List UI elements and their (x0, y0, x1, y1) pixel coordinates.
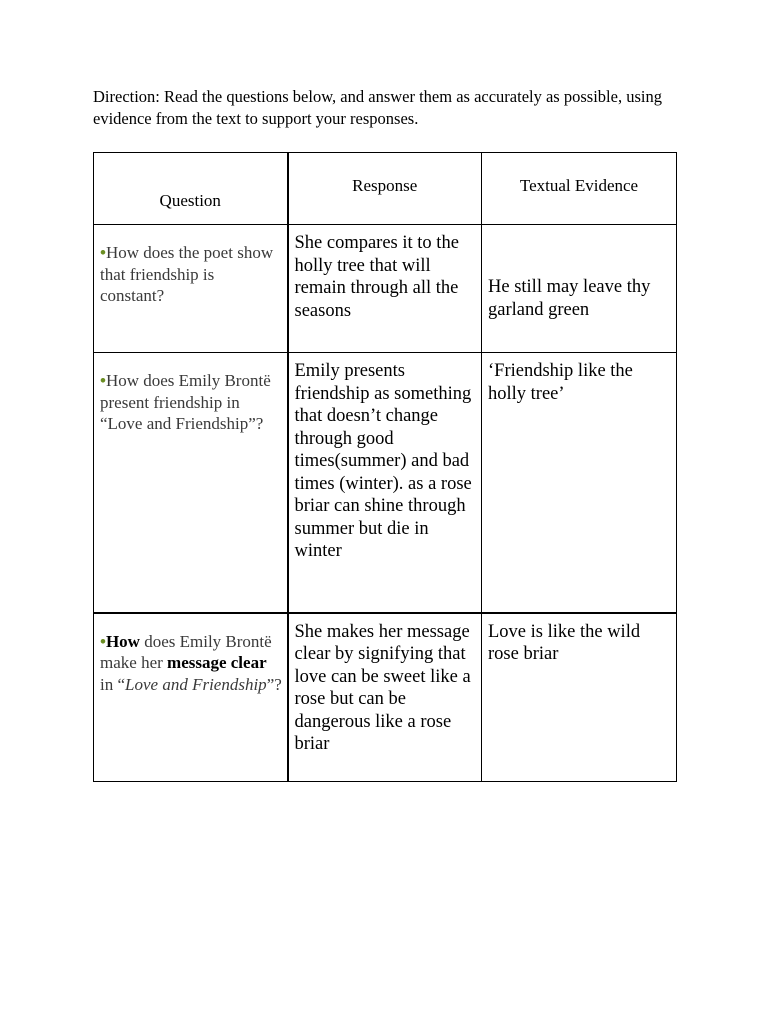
evidence-cell (482, 613, 677, 782)
header-question: Question (159, 191, 221, 210)
response-text: She compares it to the holly tree that will remain through all the seasons (294, 233, 459, 321)
evidence-text: ‘Friendship like the holly tree’ (488, 361, 633, 404)
header-evidence: Textual Evidence (519, 176, 639, 195)
evidence-cell (482, 225, 677, 353)
table-row (94, 225, 677, 353)
table-row (94, 353, 677, 613)
question-text (94, 614, 287, 696)
header-cell-evidence (482, 153, 677, 225)
question-label: does Emily Brontë make her (100, 631, 272, 672)
question-text (94, 225, 287, 307)
bullet-icon: • (100, 243, 106, 262)
response-text: Emily presents friendship as something that doesn’t change through good times(summer) and bad times (winter). as a rose briar can shine through summer but die in winter (294, 361, 472, 561)
header-cell-response (288, 153, 482, 225)
question-table (93, 152, 677, 782)
table-row (94, 613, 677, 782)
question-text (94, 353, 287, 435)
response-cell (288, 225, 482, 353)
table-header-row (94, 153, 677, 225)
question-cell (94, 225, 288, 353)
response-text: She makes her message clear by signifying that love can be sweet like a rose but can be dangerous like a rose briar (294, 621, 471, 754)
bullet-icon: • (100, 631, 106, 651)
question-emphasis-message-clear: message clear (167, 653, 267, 672)
question-cell (94, 353, 288, 613)
question-poem-title: Love and Friendship (125, 674, 267, 694)
response-cell (288, 353, 482, 613)
question-label: in “ (100, 674, 126, 694)
question-label: ”? (266, 674, 282, 694)
direction-text: Direction: Read the questions below, and answer them as accurately as possible, using evidence from the text to support your responses. (93, 87, 662, 128)
header-response: Response (352, 176, 418, 195)
response-cell (288, 613, 482, 782)
question-emphasis-how: How (105, 631, 140, 651)
evidence-cell (482, 353, 677, 613)
question-cell (94, 613, 288, 782)
evidence-text: He still may leave thy garland green (488, 277, 651, 320)
evidence-text: Love is like the wild rose briar (488, 621, 641, 664)
question-label: How does Emily Brontë present friendship in “Love and Friendship”? (100, 371, 271, 433)
bullet-icon: • (100, 371, 106, 390)
header-cell-question (94, 153, 288, 225)
question-label: How does the poet show that friendship is constant? (100, 243, 274, 305)
